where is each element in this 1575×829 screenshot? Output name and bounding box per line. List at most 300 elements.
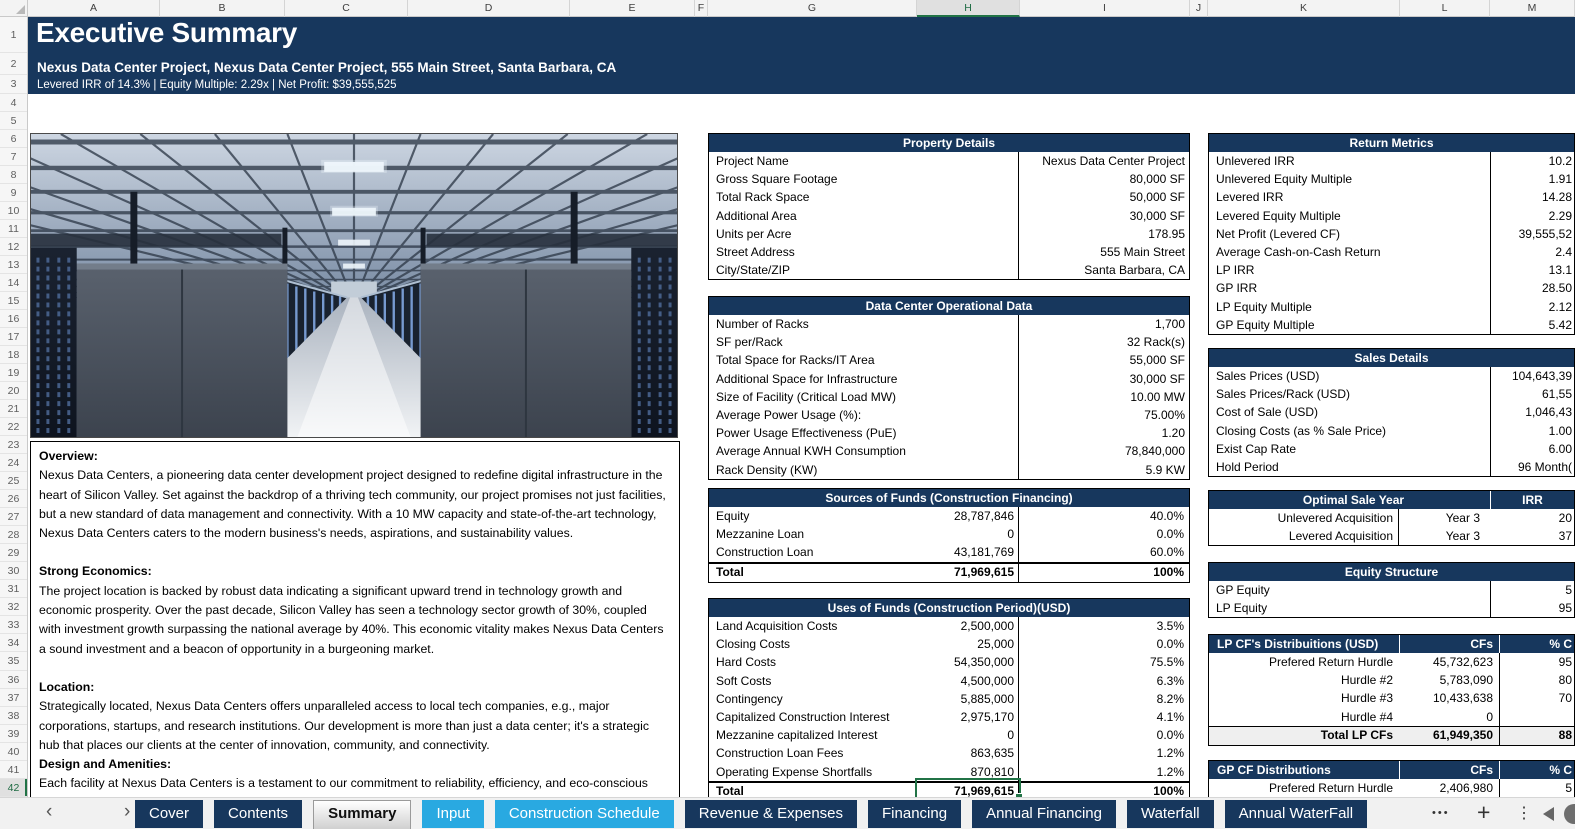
table-cell[interactable]: 5,783,090 (1439, 673, 1493, 688)
narrative-section (39, 562, 671, 658)
scroll-right-icon[interactable] (1564, 804, 1575, 824)
row-header-9[interactable]: 9 (0, 184, 27, 202)
row-header-29[interactable]: 29 (0, 544, 27, 562)
table-title[interactable]: Data Center Operational Data (709, 297, 1189, 315)
table-title-row[interactable] (1209, 635, 1574, 653)
table-cell[interactable]: 60.0% (1018, 543, 1189, 561)
table-cell[interactable]: 1.2% (1018, 763, 1189, 781)
active-cell-selection[interactable] (915, 778, 1021, 797)
sales-details-table (1208, 348, 1575, 477)
sheet-tab-contents[interactable]: Contents (214, 800, 302, 828)
column-header-j[interactable]: J (1190, 0, 1208, 17)
gp-distributions-table (1208, 760, 1575, 797)
table-cell[interactable]: Project Name (716, 154, 789, 168)
table-cell[interactable]: 88 (1499, 727, 1574, 745)
column-header-k[interactable]: K (1208, 0, 1400, 17)
row-header-6[interactable]: 6 (0, 130, 27, 148)
sheet-tab-construction-schedule[interactable]: Construction Schedule (495, 800, 674, 828)
table-cell[interactable]: Rack Density (KW) (716, 462, 818, 477)
table-cell[interactable]: Year 3 (1445, 529, 1480, 544)
table-cell[interactable]: Capitalized Construction Interest (716, 709, 890, 724)
table-row (709, 690, 1189, 708)
table-cell[interactable]: 50,000 SF (1018, 188, 1189, 206)
table-cell[interactable]: 28.50 (1490, 279, 1574, 297)
narrative-section (39, 678, 671, 755)
table-cell[interactable]: 54,350,000 (953, 655, 1014, 670)
uses-of-funds-table (708, 598, 1190, 797)
table-row (709, 507, 1189, 525)
cfs-column-header: CFs (1399, 761, 1499, 779)
table-cell[interactable]: 5 (1490, 581, 1574, 599)
row-header-42[interactable]: 42 (0, 779, 27, 797)
table-cell[interactable]: 37 (1558, 529, 1572, 544)
narrative-body: Strategically located, Nexus Data Centers offers unparalleled access to local tech companies, e.g., major corporations, startups, and research institutions. Our development is more than just a data center; it's a strategic hub that places our clients at the center of innovation, community, and connectivity. (39, 699, 649, 752)
table-cell[interactable]: Prefered Return Hurdle (1268, 781, 1393, 795)
datacenter-photo (30, 133, 678, 438)
key-stats-line: Levered IRR of 14.3% | Equity Multiple: 2.29x | Net Profit: $39,555,525 (37, 79, 397, 91)
table-cell[interactable]: 10.2 (1490, 152, 1574, 170)
table-row (1209, 527, 1574, 545)
table-cell[interactable]: 1.20 (1018, 424, 1189, 442)
table-cell[interactable]: 1.00 (1490, 422, 1574, 440)
table-row (709, 461, 1189, 479)
column-header-d[interactable]: D (408, 0, 570, 17)
table-row (1209, 207, 1574, 225)
table-cell[interactable]: 2,406,980 (1439, 781, 1493, 795)
row-header-28[interactable]: 28 (0, 526, 27, 544)
row-header-23[interactable]: 23 (0, 436, 27, 454)
column-header-c[interactable]: C (285, 0, 408, 17)
narrative-body: Nexus Data Centers, a pioneering data center development project designed to redefine digital infrastructure in the heart of Silicon Valley. Set against the backdrop of a thriving tech community, our project promises not just facilities, but a new standard of data management and connectivity. With a 10 MW capacity and state-of-the-art technology, Nexus Data Centers caters to the modern business's needs, aspirations, and sustainability values. (39, 468, 666, 541)
table-row (709, 708, 1189, 726)
table-title: GP CF Distributions (1217, 763, 1331, 777)
table-cell[interactable]: 2,500,000 (960, 619, 1014, 633)
column-header-m[interactable]: M (1490, 0, 1575, 17)
table-cell[interactable]: 2.4 (1490, 243, 1574, 261)
table-cell[interactable]: 45,732,623 (1432, 655, 1493, 669)
column-header-g[interactable]: G (708, 0, 917, 17)
row-header-8[interactable]: 8 (0, 166, 27, 184)
table-cell[interactable]: Net Profit (Levered CF) (1216, 226, 1341, 241)
table-title: LP CF's Distribuitions (USD) (1217, 637, 1379, 651)
table-row (1209, 152, 1574, 170)
table-cell[interactable]: Total LP CFs (1320, 727, 1393, 742)
table-cell[interactable]: 4,500,000 (960, 673, 1014, 688)
table-cell[interactable]: 13.1 (1490, 261, 1574, 279)
table-cell[interactable]: LP IRR (1216, 263, 1255, 278)
column-header-h[interactable]: H (917, 0, 1020, 17)
table-cell[interactable]: LP Equity Multiple (1216, 299, 1312, 314)
table-row (709, 543, 1189, 561)
table-row (1209, 279, 1574, 297)
table-cell[interactable]: 1.2% (1018, 744, 1189, 762)
table-cell[interactable]: 43,181,769 (953, 545, 1014, 560)
table-cell[interactable]: 70 (1499, 689, 1574, 707)
table-cell[interactable]: 6.3% (1018, 672, 1189, 690)
table-title[interactable]: Property Details (709, 134, 1189, 152)
pct-column-header: % C (1499, 761, 1574, 779)
table-cell[interactable]: 30,000 SF (1018, 207, 1189, 225)
table-cell[interactable]: 555 Main Street (1018, 243, 1189, 261)
narrative-heading: Strong Economics: (39, 564, 152, 579)
table-cell[interactable]: Hurdle #4 (1340, 709, 1393, 724)
narrative-section (39, 447, 671, 543)
table-cell[interactable]: 32 Rack(s) (1018, 333, 1189, 351)
row-header-2[interactable]: 2 (0, 53, 27, 75)
row-header-4[interactable]: 4 (0, 94, 27, 112)
table-row (1209, 225, 1574, 243)
table-cell[interactable]: 39,555,52 (1490, 225, 1574, 243)
table-cell[interactable]: 30,000 SF (1018, 370, 1189, 388)
row-header-41[interactable]: 41 (0, 761, 27, 779)
table-cell[interactable]: Cost of Sale (USD) (1216, 405, 1319, 420)
table-row (1209, 671, 1574, 689)
sheet-tab-bar (0, 797, 1575, 829)
table-cell[interactable]: SF per/Rack (716, 335, 783, 350)
table-cell[interactable]: 0 (1007, 728, 1014, 743)
table-title-row[interactable] (1209, 761, 1574, 779)
table-cell[interactable]: 870,810 (970, 764, 1014, 779)
table-cell[interactable]: Closing Costs (716, 637, 791, 652)
table-row (709, 442, 1189, 460)
row-header-13[interactable]: 13 (0, 256, 27, 274)
table-cell[interactable]: Street Address (716, 244, 795, 259)
table-cell[interactable]: 96 Month( (1490, 458, 1574, 476)
table-cell[interactable]: 75.00% (1018, 406, 1189, 424)
table-cell[interactable]: Levered Equity Multiple (1216, 208, 1341, 223)
table-row (1209, 188, 1574, 206)
table-cell[interactable]: 71,969,615 (953, 564, 1014, 579)
table-cell[interactable]: 80,000 SF (1018, 170, 1189, 188)
table-row (1209, 170, 1574, 188)
table-row (709, 562, 1189, 582)
narrative-heading: Location: (39, 679, 95, 694)
table-title[interactable]: Equity Structure (1209, 563, 1574, 581)
table-row (1209, 653, 1574, 671)
table-cell[interactable]: 10,433,638 (1432, 691, 1493, 706)
table-cell[interactable]: Unlevered IRR (1216, 154, 1295, 168)
select-all-corner[interactable] (0, 0, 28, 17)
table-row (1209, 298, 1574, 316)
table-cell[interactable]: GP IRR (1216, 281, 1258, 296)
table-cell[interactable]: GP Equity Multiple (1216, 317, 1315, 332)
table-row (709, 406, 1189, 424)
table-cell[interactable]: Land Acquisition Costs (716, 619, 838, 633)
table-cell[interactable]: Hard Costs (716, 655, 777, 670)
table-row (709, 261, 1189, 279)
row-header-7[interactable]: 7 (0, 148, 27, 166)
table-cell[interactable]: Levered IRR (1216, 190, 1284, 205)
table-row (709, 188, 1189, 206)
table-cell[interactable]: Total (716, 564, 744, 579)
table-cell[interactable]: Closing Costs (as % Sale Price) (1216, 423, 1387, 438)
page-title: Executive Summary (36, 17, 298, 48)
row-header-16[interactable]: 16 (0, 310, 27, 328)
table-cell[interactable]: Operating Expense Shortfalls (716, 764, 873, 779)
row-header-12[interactable]: 12 (0, 238, 27, 256)
table-cell[interactable]: 5,885,000 (960, 691, 1014, 706)
table-cell[interactable]: Mezzanine capitalized Interest (716, 728, 878, 743)
table-cell[interactable]: Units per Acre (716, 226, 792, 241)
column-header-a[interactable]: A (28, 0, 160, 17)
table-title-row[interactable] (1209, 491, 1574, 509)
add-sheet-icon[interactable]: + (1477, 799, 1491, 825)
project-description-box (30, 441, 680, 797)
table-cell[interactable]: 2.12 (1490, 298, 1574, 316)
irr-column-header: IRR (1490, 491, 1574, 509)
sheet-tab-annual-waterfall[interactable]: Annual WaterFall (1225, 800, 1368, 828)
table-row (1209, 316, 1574, 334)
row-header-14[interactable]: 14 (0, 274, 27, 292)
row-header-39[interactable]: 39 (0, 725, 27, 743)
table-title[interactable]: Uses of Funds (Construction Period)(USD) (709, 599, 1189, 617)
table-row (709, 744, 1189, 762)
table-row (709, 635, 1189, 653)
sheet-tab-revenue-expenses[interactable]: Revenue & Expenses (685, 800, 857, 828)
table-cell[interactable]: Average Annual KWH Consumption (716, 444, 906, 459)
title-banner (28, 17, 1575, 94)
table-cell[interactable]: 61,55 (1490, 385, 1574, 403)
table-cell[interactable]: 178.95 (1018, 225, 1189, 243)
table-row (709, 388, 1189, 406)
table-cell[interactable]: 28,787,846 (953, 509, 1014, 523)
equity-structure-table (1208, 562, 1575, 618)
table-row (709, 672, 1189, 690)
table-cell[interactable]: 40.0% (1018, 507, 1189, 525)
table-cell[interactable]: 0.0% (1018, 525, 1189, 543)
row-header-36[interactable]: 36 (0, 671, 27, 689)
table-cell[interactable]: Year 3 (1445, 511, 1480, 525)
table-cell[interactable]: LP Equity (1216, 601, 1268, 616)
sheet-tab-input[interactable]: Input (422, 800, 483, 828)
row-header-35[interactable]: 35 (0, 652, 27, 670)
row-header-19[interactable]: 19 (0, 364, 27, 382)
table-row (709, 653, 1189, 671)
table-cell[interactable]: Unlevered Equity Multiple (1216, 172, 1353, 187)
table-cell[interactable]: 78,840,000 (1018, 442, 1189, 460)
table-title[interactable]: Sources of Funds (Construction Financing) (709, 489, 1189, 507)
table-cell[interactable]: Prefered Return Hurdle (1268, 655, 1393, 669)
table-cell[interactable]: 5.9 KW (1018, 461, 1189, 479)
table-cell[interactable]: Hurdle #3 (1340, 691, 1393, 706)
table-cell[interactable]: Exist Cap Rate (1216, 441, 1297, 456)
table-cell[interactable]: 100% (1018, 564, 1189, 582)
row-header-17[interactable]: 17 (0, 328, 27, 346)
row-header-33[interactable]: 33 (0, 616, 27, 634)
table-cell[interactable]: 1,700 (1018, 315, 1189, 333)
table-row (709, 170, 1189, 188)
row-header-32[interactable]: 32 (0, 598, 27, 616)
table-cell[interactable]: 95 (1490, 599, 1574, 617)
table-cell[interactable]: Number of Racks (716, 317, 809, 331)
project-subtitle: Nexus Data Center Project, Nexus Data Center Project, 555 Main Street, Santa Barbara, CA (37, 60, 617, 75)
table-cell[interactable]: 2,975,170 (960, 709, 1014, 724)
table-cell[interactable]: 100% (1018, 783, 1189, 797)
table-cell[interactable]: Hurdle #2 (1340, 673, 1393, 688)
row-header-37[interactable]: 37 (0, 689, 27, 707)
row-header-22[interactable]: 22 (0, 418, 27, 436)
row-header-5[interactable]: 5 (0, 112, 27, 130)
table-cell[interactable]: 8.2% (1018, 690, 1189, 708)
row-header-3[interactable]: 3 (0, 75, 27, 94)
table-cell[interactable]: Soft Costs (716, 673, 772, 688)
table-cell[interactable]: 14.28 (1490, 188, 1574, 206)
table-cell[interactable]: Hold Period (1216, 459, 1279, 474)
table-cell[interactable]: 1.91 (1490, 170, 1574, 188)
table-cell[interactable]: Equity (716, 509, 750, 523)
row-header-38[interactable]: 38 (0, 707, 27, 725)
narrative-heading: Design and Amenities: (39, 757, 172, 772)
table-cell[interactable]: 5.42 (1490, 316, 1574, 334)
table-cell[interactable]: Additional Area (716, 208, 797, 223)
table-cell[interactable]: 1,046,43 (1490, 403, 1574, 421)
table-cell[interactable]: 6.00 (1490, 440, 1574, 458)
table-row (1209, 726, 1574, 745)
table-cell[interactable]: Contingency (716, 691, 783, 706)
kebab-menu-icon[interactable]: ⋮ (1516, 805, 1532, 822)
table-cell[interactable]: 75.5% (1018, 653, 1189, 671)
table-cell[interactable]: 5 (1499, 779, 1574, 797)
table-cell[interactable]: Average Cash-on-Cash Return (1216, 244, 1381, 259)
row-header-40[interactable]: 40 (0, 743, 27, 761)
sheet-tab-annual-financing[interactable]: Annual Financing (972, 800, 1116, 828)
table-cell[interactable]: City/State/ZIP (716, 263, 791, 278)
table-cell[interactable]: Average Power Usage (%): (716, 407, 862, 422)
row-headers (0, 17, 28, 797)
table-row (709, 726, 1189, 744)
table-row (709, 243, 1189, 261)
sources-of-funds-table (708, 488, 1190, 583)
table-cell[interactable]: 95 (1499, 653, 1574, 671)
table-cell[interactable]: Santa Barbara, CA (1018, 261, 1189, 279)
table-cell[interactable]: 104,643,39 (1490, 367, 1574, 385)
row-header-1[interactable]: 1 (0, 17, 27, 53)
sheet-nav-back-icon[interactable]: ‹ (46, 801, 53, 822)
table-cell[interactable]: 55,000 SF (1018, 351, 1189, 369)
column-headers (28, 0, 1575, 17)
table-row (709, 207, 1189, 225)
table-cell[interactable]: 0.0% (1018, 635, 1189, 653)
table-cell[interactable]: Total Rack Space (716, 190, 810, 205)
table-row (709, 333, 1189, 351)
sheet-tab-waterfall[interactable]: Waterfall (1127, 800, 1214, 828)
row-header-20[interactable]: 20 (0, 382, 27, 400)
table-title: Optimal Sale Year (1302, 493, 1405, 507)
table-cell[interactable]: Unlevered Acquisition (1209, 509, 1399, 527)
table-cell[interactable]: Nexus Data Center Project (1018, 152, 1189, 170)
table-cell[interactable]: 0.0% (1018, 726, 1189, 744)
lp-distributions-table (1208, 634, 1575, 746)
table-cell[interactable]: Levered Acquisition (1209, 527, 1399, 545)
table-row (709, 370, 1189, 388)
row-header-30[interactable]: 30 (0, 562, 27, 580)
narrative-body: Each facility at Nexus Data Centers is a testament to our commitment to reliability, efficiency, and eco-conscious (39, 776, 648, 791)
table-cell[interactable]: 25,000 (977, 637, 1014, 652)
table-cell[interactable]: Construction Loan (716, 545, 814, 560)
optimal-sale-year-table (1208, 490, 1575, 546)
more-sheets-icon[interactable]: ••• (1432, 807, 1450, 819)
sheet-tab-cover[interactable]: Cover (135, 800, 203, 828)
table-cell[interactable]: Sales Prices (USD) (1216, 369, 1320, 383)
column-header-l[interactable]: L (1400, 0, 1490, 17)
table-row (1209, 779, 1574, 797)
table-cell[interactable]: 80 (1499, 671, 1574, 689)
table-title[interactable]: Sales Details (1209, 349, 1574, 367)
row-header-18[interactable]: 18 (0, 346, 27, 364)
table-row (1209, 458, 1574, 476)
table-cell[interactable]: Total (716, 783, 744, 797)
row-header-10[interactable]: 10 (0, 202, 27, 220)
row-header-21[interactable]: 21 (0, 400, 27, 418)
row-header-25[interactable]: 25 (0, 472, 27, 490)
table-row (1209, 261, 1574, 279)
table-row (1209, 385, 1574, 403)
sheet-nav-forward-icon[interactable]: › (124, 801, 131, 822)
table-cell[interactable] (1499, 708, 1574, 726)
table-cell[interactable]: GP Equity (1216, 583, 1270, 597)
pct-column-header: % C (1499, 635, 1574, 653)
row-header-26[interactable]: 26 (0, 490, 27, 508)
cfs-column-header: CFs (1399, 635, 1499, 653)
table-cell[interactable]: Mezzanine Loan (716, 527, 805, 542)
operational-data-table (708, 296, 1190, 480)
narrative-heading: Overview: (39, 449, 98, 463)
table-cell[interactable]: Total Space for Racks/IT Area (716, 353, 875, 368)
table-row (1209, 509, 1574, 527)
table-cell[interactable]: 61,949,350 (1432, 727, 1493, 742)
sheet-tab-summary[interactable]: Summary (313, 800, 411, 829)
table-cell[interactable]: Additional Space for Infrastructure (716, 371, 898, 386)
row-header-15[interactable]: 15 (0, 292, 27, 310)
table-title[interactable]: Return Metrics (1209, 134, 1574, 152)
table-cell[interactable]: 20 (1558, 511, 1572, 525)
table-cell[interactable]: 10.00 MW (1018, 388, 1189, 406)
narrative-section (39, 755, 671, 794)
sheet-tab-financing[interactable]: Financing (868, 800, 961, 828)
row-header-34[interactable]: 34 (0, 634, 27, 652)
table-cell[interactable]: Gross Square Footage (716, 172, 838, 187)
table-cell[interactable]: 4.1% (1018, 708, 1189, 726)
row-header-11[interactable]: 11 (0, 220, 27, 238)
worksheet-area (28, 17, 1575, 797)
table-cell[interactable]: Sales Prices/Rack (USD) (1216, 387, 1351, 402)
column-header-b[interactable]: B (160, 0, 285, 17)
column-header-e[interactable]: E (570, 0, 695, 17)
table-cell[interactable]: 863,635 (970, 746, 1014, 761)
narrative-body: The project location is backed by robust data indicating a significant upward trend in technology growth and economic prosperity. Over the past decade, Silicon Valley has seen a technology sector growth of 30%, coupled with investment growth surpassing the national average by 40%. This economic vitality makes Nexus Data Centers a sound investment and a beacon of opportunity in a burgeoning market. (39, 583, 664, 656)
table-cell[interactable]: 0 (1007, 527, 1014, 542)
table-cell[interactable]: 3.5% (1018, 617, 1189, 635)
table-cell[interactable]: Size of Facility (Critical Load MW) (716, 389, 897, 404)
table-cell[interactable]: 0 (1486, 709, 1493, 724)
scroll-left-icon[interactable] (1543, 807, 1554, 821)
row-header-31[interactable]: 31 (0, 580, 27, 598)
table-cell[interactable]: Power Usage Effectiveness (PuE) (716, 426, 897, 441)
table-cell[interactable]: Construction Loan Fees (716, 746, 844, 761)
table-row (1209, 708, 1574, 726)
table-cell[interactable]: 2.29 (1490, 207, 1574, 225)
table-row (1209, 581, 1574, 599)
row-header-27[interactable]: 27 (0, 508, 27, 526)
row-header-24[interactable]: 24 (0, 454, 27, 472)
datacenter-photo-art (31, 134, 677, 437)
column-header-f[interactable]: F (695, 0, 708, 17)
table-row (1209, 403, 1574, 421)
column-header-i[interactable]: I (1020, 0, 1190, 17)
table-cell[interactable]: 71,969,615 (953, 783, 1014, 797)
table-row (1209, 243, 1574, 261)
table-row (1209, 367, 1574, 385)
